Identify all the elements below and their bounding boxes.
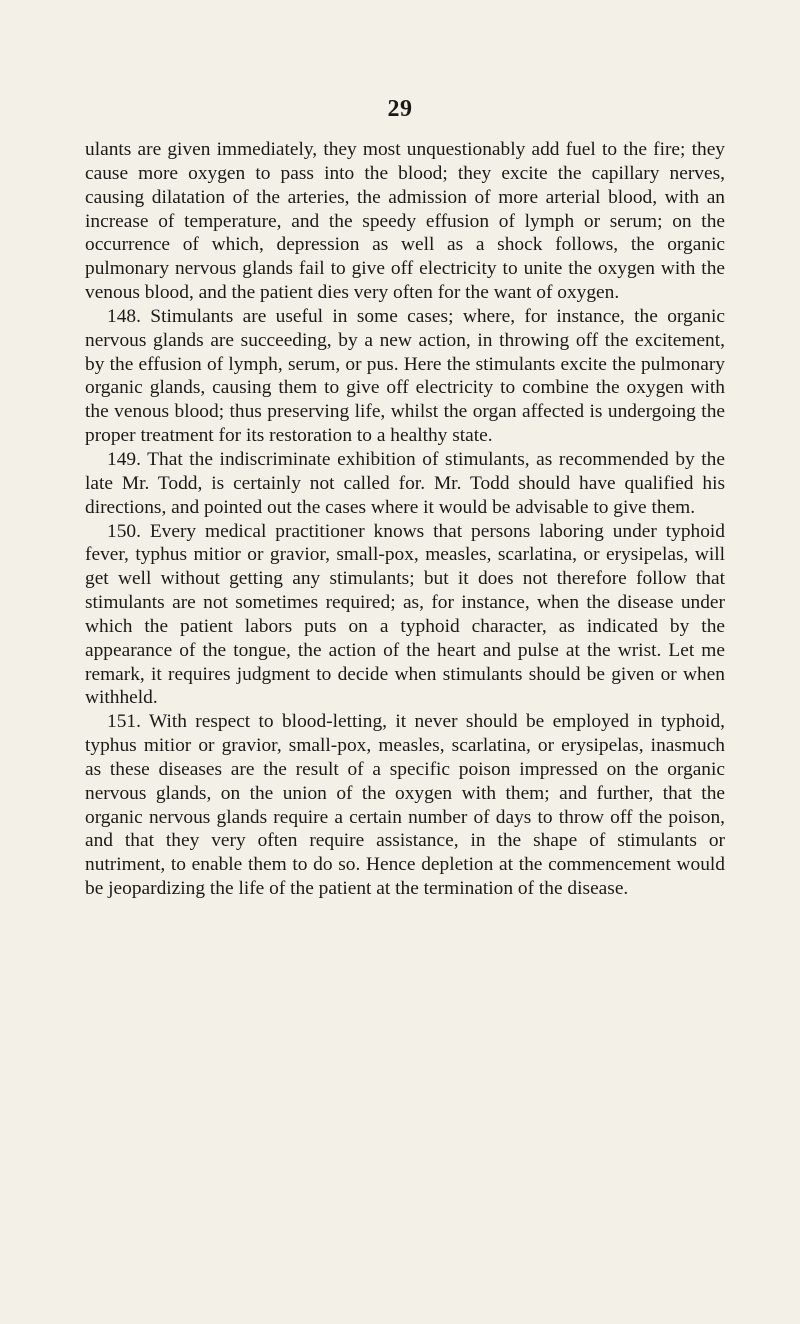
paragraph-148: 148. Stimulants are useful in some cases; where, for instance, the organic nervous glands are succeeding, by a new action, in throwing off the excitement, by the effusion of lymph, serum, or pus. Here the stimulants excite the pulmonary organic glands, causing them to give off electricity to combine the oxygen with the venous blood; thus preserving life, whilst the organ affected is undergoing the proper treatment for its restoration to a healthy state. [85, 305, 725, 447]
paragraph-151: 151. With respect to blood-letting, it never should be employed in typhoid, typhus mitior or gravior, small-pox, measles, scarlatina, or erysipelas, inasmuch as these diseases are the result of a specific poison impressed on the organic nervous glands, on the union of the oxygen with them; and further, that the organic nervous glands require a certain number of days to throw off the poison, and that they very often require assistance, in the shape of stimulants or nutriment, to enable them to do so. Hence depletion at the commencement would be jeopardizing the life of the patient at the termination of the disease. [85, 711, 725, 900]
paragraph-150: 150. Every medical practitioner knows that persons laboring under typhoid fever, typhus mitior or gravior, small-pox, measles, scarlatina, or erysipelas, will get well without getting any stimulants; but it does not therefore follow that stimulants are not sometimes required; as, for instance, when the disease under which the patient labors puts on a typhoid character, as indicated by the appearance of the tongue, the action of the heart and pulse at the wrist. Let me remark, it requires judgment to decide when stimulants should be given or when withheld. [85, 520, 725, 709]
body-text [85, 138, 725, 901]
page-number: 29 [387, 96, 413, 122]
paragraph-149: 149. That the indiscriminate exhibition of stimulants, as recommended by the late Mr. Todd, is certainly not called for. Mr. Todd should have qualified his directions, and pointed out the cases where it would be advisable to give them. [85, 448, 725, 518]
paragraph-continuation: ulants are given immediately, they most unquestionably add fuel to the fire; they cause more oxygen to pass into the blood; they excite the capillary nerves, causing dilatation of the arteries, the admission of more arterial blood, with an increase of temperature, and the speedy effusion of lymph or serum; on the occurrence of which, depression as well as a shock follows, the organic pulmonary nervous glands fail to give off electricity to unite the oxygen with the venous blood, and the patient dies very often for the want of oxygen. [85, 139, 725, 304]
